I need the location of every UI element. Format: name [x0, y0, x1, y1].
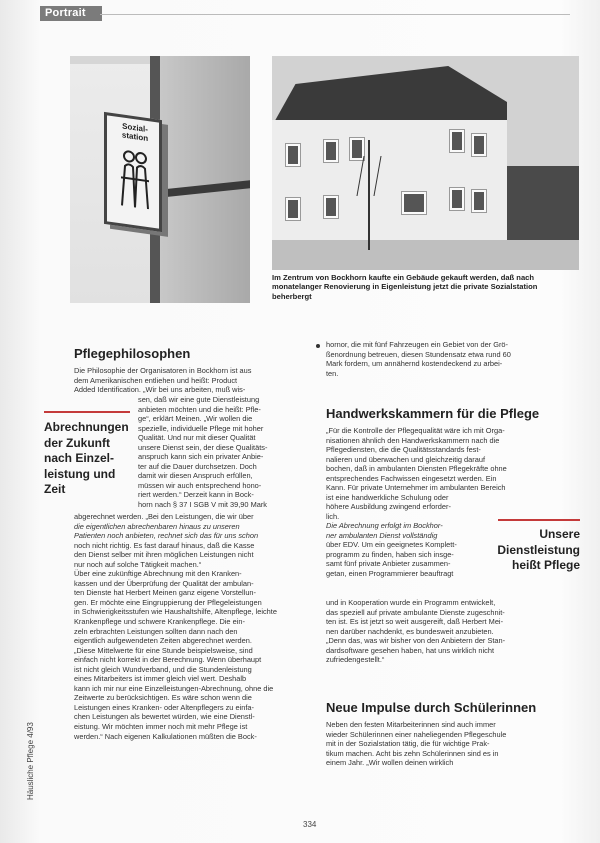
- text-line: Die Abrechnung erfolgt im Bockhor-: [326, 521, 443, 531]
- text-line: ßenordnung betreuen, diesen Stundensatz etwa rund 60: [326, 349, 511, 359]
- text-line: Mark fordern, um annähernd kostendeckend zu arbei-: [326, 359, 503, 369]
- text-line: Neben den festen Mitarbeiterinnen sind auch immer: [326, 720, 496, 729]
- building-window: [450, 188, 464, 210]
- pullquote-left-rule: [44, 411, 130, 413]
- text-line: lich.: [326, 511, 340, 521]
- text-line: dem Amerikanischen entliehen und heißt: Product: [74, 375, 238, 385]
- text-line: Added Identification. „Wir bei uns arbeiten, muß wis-: [74, 385, 246, 395]
- text-line: ge“, erklärt Meinen. „Wir wollen die: [138, 414, 253, 424]
- heading-neue-impulse: Neue Impulse durch Schülerinnen: [326, 700, 537, 715]
- col2-narrow-text: [326, 502, 492, 578]
- text-line: über EDV. Um ein geeignetes Komplett-: [326, 540, 457, 550]
- text-line: sen, daß wir eine gute Dienstleistung: [138, 395, 260, 404]
- building-window: [324, 196, 338, 218]
- col1-narrow-text: [138, 395, 304, 510]
- pullquote-right: [480, 527, 580, 574]
- pullquote-line: heißt Pflege: [511, 558, 580, 572]
- text-line: nen darüber nachdenkt, es bundesweit anzubieten.: [326, 626, 494, 636]
- text-line: die eigentlichen abrechenbaren hinaus zu unseren: [74, 521, 240, 531]
- text-line: einfach nicht korrekt in der Berechnung. Wenn überhaupt: [74, 655, 262, 665]
- photo-building-side: [507, 166, 579, 240]
- text-line: Patienten noch anbieten, rechnet sich das für uns schon: [74, 531, 259, 541]
- text-line: müssen wir auch entsprechend hono-: [138, 480, 262, 490]
- photo-caption: Im Zentrum von Bockhorn kaufte ein Gebäude gekauft werden, daß nach monatelanger Renovierung in Eigenleistung jetzt die private Sozialstation beherbergt: [272, 273, 538, 301]
- building-window: [472, 190, 486, 212]
- text-line: Kann. Für private Unternehmer im ambulanten Bereich: [326, 483, 506, 493]
- text-line: zufriedengestellt.“: [326, 655, 385, 665]
- text-line: das speziell auf private ambulante Dienste zugeschnit-: [326, 607, 505, 617]
- sign-line-2: station: [121, 130, 149, 144]
- text-line: Pflegediensten, die die Qualitätsstandards fest-: [326, 445, 481, 455]
- text-line: hornor, die mit fünf Fahrzeugen ein Gebiet von der Grö-: [326, 340, 508, 349]
- journal-issue-label: Häusliche Pflege 4/93: [26, 722, 35, 800]
- text-line: anspruch kann sich ein privater Anbie-: [138, 452, 264, 462]
- text-line: Die Philosophie der Organisatoren in Bockhorn ist aus: [74, 366, 252, 375]
- text-line: ten Dienste hat Herbert Meinen ganz eigene Vorstellun-: [74, 588, 257, 598]
- text-line: unsere Dienst sein, der diese Qualitäts-: [138, 442, 268, 452]
- text-line: den Dienst selber mit ihren möglichen Leistungen nicht: [74, 550, 254, 560]
- text-line: höhere Ausbildung zwingend erforder-: [326, 502, 451, 511]
- building-window: [324, 140, 338, 162]
- text-line: kann ich mir nur eine Einzelleistungen-Abrechnung, ohne die: [74, 683, 274, 693]
- text-line: getan, einen Programmierer beauftragt: [326, 568, 454, 578]
- pullquote-line: Abrechnungen: [44, 420, 129, 434]
- text-line: Qualität. Und nur mit dieser Qualität: [138, 433, 256, 443]
- text-line: ist nicht gleich Wundverband, und die Stundenleistung: [74, 664, 252, 674]
- text-line: riert werden.“ Derzeit kann in Bock-: [138, 490, 254, 500]
- top-rule: [100, 14, 570, 15]
- text-line: nalieren und überwachen und gleichzeitig darauf: [326, 454, 486, 464]
- text-line: werden.“ Nach eigenen Kalkulationen müßten die Bock-: [74, 731, 257, 741]
- col2-handwerk-text: [326, 426, 572, 502]
- building-window: [286, 144, 300, 166]
- photo-building: [272, 56, 579, 270]
- text-line: samt fünf private Anbieter zusammen-: [326, 559, 451, 569]
- text-line: nisationen ähnlich den Handwerkskammern nach die: [326, 435, 500, 445]
- text-line: ter auf die Dauer durchsetzen. Doch: [138, 461, 257, 471]
- text-line: zeln erbrachten Leistungen sollten dann nach den: [74, 626, 238, 636]
- photo-sign-wall: [156, 56, 250, 303]
- col2-impulse-text: [326, 720, 572, 768]
- text-line: anbieten möchten und die heißt: Pfle-: [138, 404, 261, 414]
- text-line: programm zu finden, haben sich insge-: [326, 549, 454, 559]
- heading-pflegephilosophen: Pflegephilosophen: [74, 346, 191, 361]
- pullquote-right-rule: [498, 519, 580, 521]
- text-line: „Diese Mittelwerte für eine Stunde beispielsweise, sind: [74, 645, 253, 655]
- pullquote-line: nach Einzel-: [44, 451, 115, 465]
- text-line: abgerechnet werden. „Bei den Leistungen, die wir über: [74, 512, 254, 521]
- pullquote-line: Dienstleistung: [497, 542, 580, 557]
- text-line: eigentlich aufgewendeten Zeiten abgerechnet werden.: [74, 636, 252, 646]
- building-window: [286, 198, 300, 220]
- page-number: 334: [303, 820, 317, 829]
- text-line: chen Leistungen als bewertet würden, wie eine Dienstl-: [74, 712, 255, 722]
- text-line: kassen und der Überprüfung der Qualität der ambulan-: [74, 578, 254, 588]
- col1-main-text: [74, 512, 304, 741]
- people-logo-icon: [117, 147, 153, 214]
- text-line: eines Mitarbeiters ist immer gleich viel wert. Deshalb: [74, 674, 247, 684]
- col1-top-text: [74, 366, 304, 395]
- text-line: „Für die Kontrolle der Pflegequalität wäre ich mit Orga-: [326, 426, 505, 435]
- text-line: dardsoftware gesehen haben, hat uns wirklich nicht: [326, 645, 495, 655]
- col2-top-text: [326, 340, 572, 378]
- pullquote-line: der Zukunft: [44, 435, 110, 450]
- text-line: bochen, daß in ambulanten Diensten Pflegekräfte ohne: [326, 464, 507, 474]
- pullquote-line: leistung und: [44, 466, 116, 481]
- building-window: [450, 130, 464, 152]
- text-line: nur noch auf solche Tätigkeit machen.“: [74, 559, 202, 569]
- col2-after-pull-text: [326, 598, 572, 665]
- pullquote-left: [44, 420, 136, 498]
- text-line: spezielle, individuelle Pflege mit hoher: [138, 423, 264, 433]
- text-line: wieder Schülerinnen einer naheliegenden Pflegeschule: [326, 729, 507, 739]
- text-line: gen. Er möchte eine Eingruppierung der Pflegeleistungen: [74, 597, 262, 607]
- text-line: noch nicht richtig. Es fast darauf hinaus, daß die Kasse: [74, 540, 255, 550]
- building-window: [472, 134, 486, 156]
- text-line: Zeitwerte zu berücksichtigen. Es wäre schon wenn die: [74, 693, 252, 703]
- building-window: [350, 138, 364, 160]
- text-line: ten ist. Es ist jetzt so weit ausgereift, daß Herbert Mei-: [326, 617, 504, 627]
- sozialstation-sign: [104, 112, 162, 232]
- text-line: Krankenpflege und schwere Krankenpflege. Die ein-: [74, 617, 245, 627]
- text-line: tikum machen. Acht bis zehn Schülerinnen sind es in: [326, 748, 499, 758]
- photo-sign: [70, 56, 250, 303]
- text-line: „Denn das, was wir bisher von den Anbietern der Stan-: [326, 636, 506, 646]
- text-line: Über eine zukünftige Abrechnung mit den Kranken-: [74, 569, 242, 579]
- building-window: [402, 192, 426, 214]
- heading-handwerkskammern: Handwerkskammern für die Pflege: [326, 406, 540, 421]
- sign-line-1: Sozial-: [122, 121, 148, 135]
- text-line: in Schwierigkeitsstufen wie Haushaltshilfe, Altenpflege, leichte: [74, 607, 277, 617]
- bullet-icon: [316, 344, 320, 348]
- text-line: einem Jahr. „Wir wollen deinen wirklich: [326, 758, 454, 768]
- pullquote-line: Zeit: [44, 482, 66, 496]
- text-line: entsprechendes Fachwissen eingesetzt werden. Ein: [326, 473, 497, 483]
- text-line: ner ambulanten Dienst vollständig: [326, 530, 438, 540]
- text-line: ist eine handwerkliche Schulung oder: [326, 492, 449, 502]
- text-line: damit wir diesen Anspruch erfüllen,: [138, 471, 253, 481]
- text-line: ten.: [326, 368, 339, 378]
- photo-building-ground: [272, 240, 579, 270]
- section-label: Portrait: [40, 6, 102, 21]
- text-line: mit in der Sozialstation tätig, die für wichtige Prak-: [326, 739, 490, 749]
- text-line: und in Kooperation wurde ein Programm entwickelt,: [326, 598, 496, 607]
- text-line: Leistungen eines Kranken- oder Altenpflegers zu einfa-: [74, 702, 254, 712]
- text-line: eistung. Wir möchten immer noch mit mehr Pflege ist: [74, 722, 248, 732]
- pullquote-line: Unsere: [539, 527, 580, 541]
- sign-text: [113, 120, 157, 144]
- text-line: horn nach § 37 I SGB V mit 39,90 Mark: [138, 500, 267, 510]
